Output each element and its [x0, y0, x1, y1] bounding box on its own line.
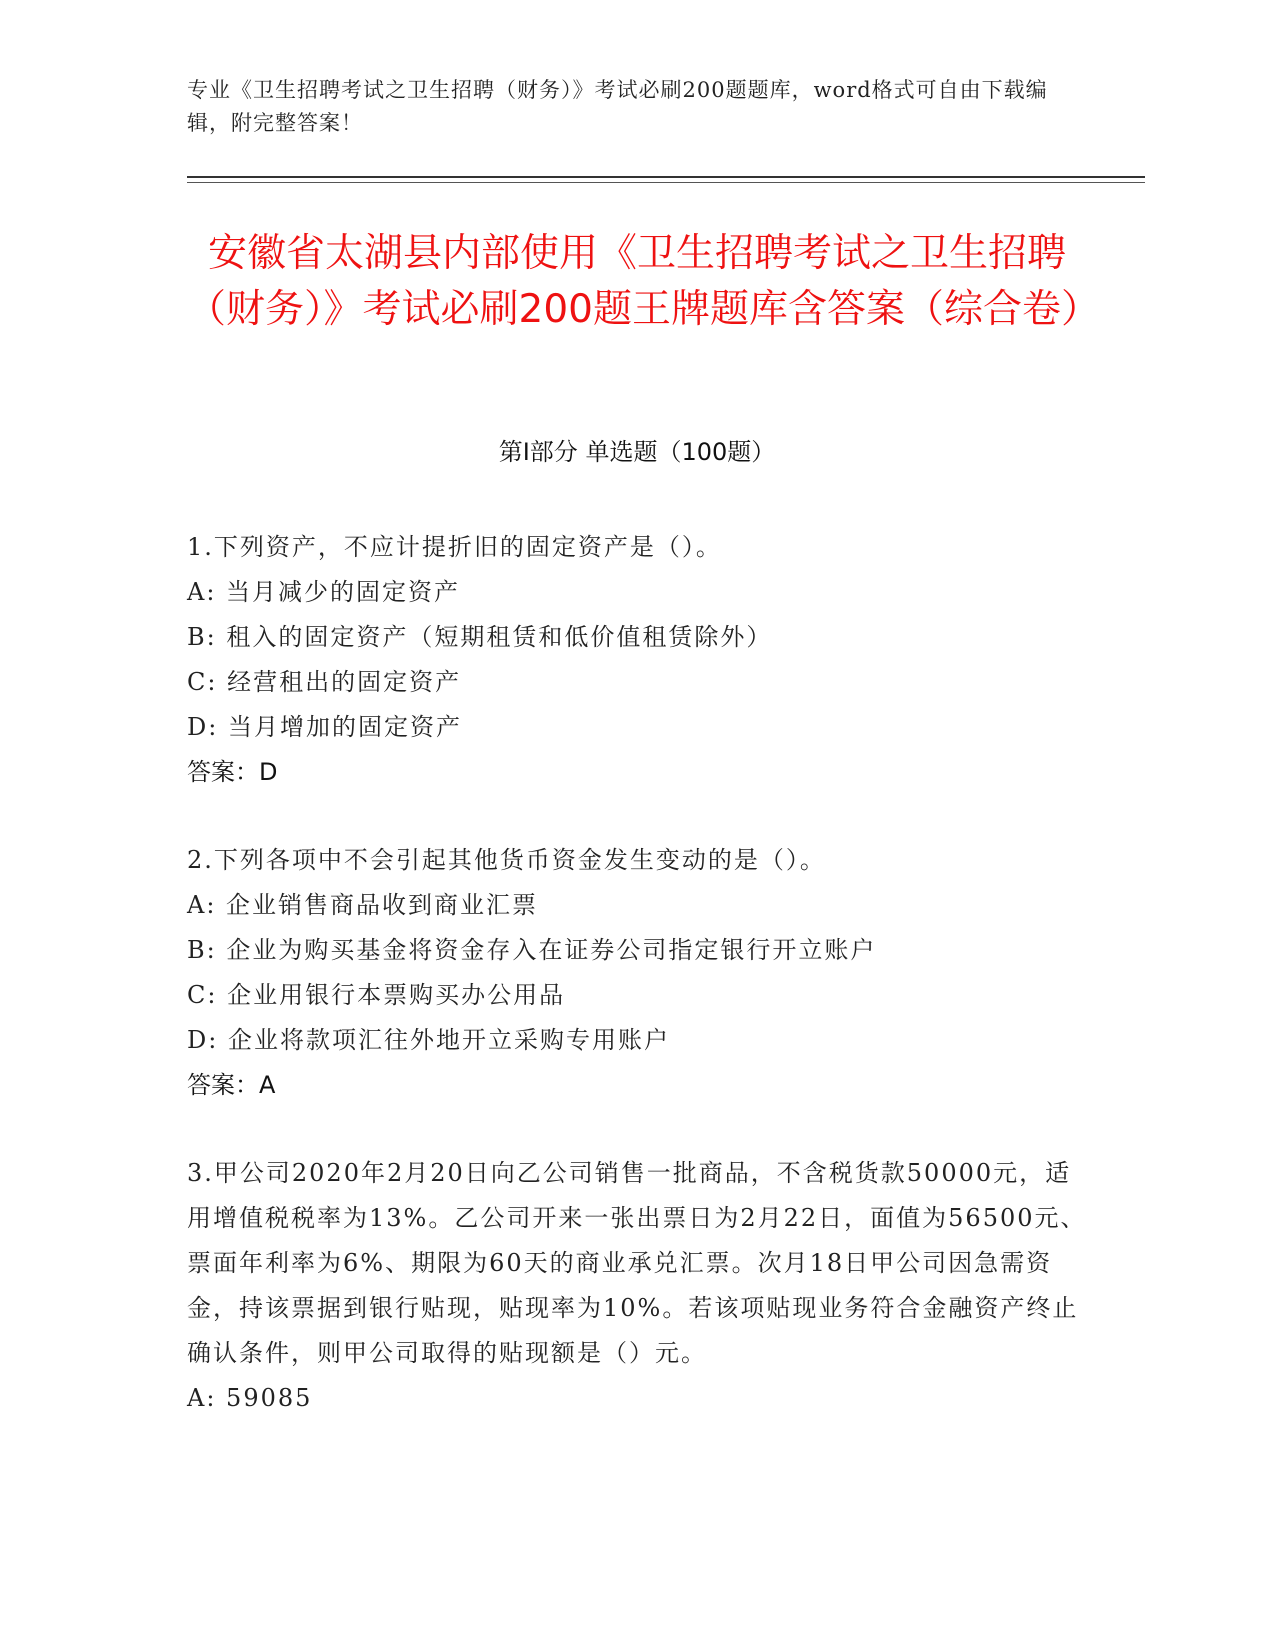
option-a: A: 企业销售商品收到商业汇票 — [187, 891, 539, 919]
option-c: C: 经营租出的固定资产 — [187, 668, 462, 696]
question-2 — [187, 838, 1087, 1108]
option-a: A: 当月减少的固定资产 — [187, 578, 461, 606]
question-stem: 2.下列各项中不会引起其他货币资金发生变动的是（）。 — [187, 846, 826, 874]
question-stem: 1.下列资产，不应计提折旧的固定资产是（）。 — [187, 533, 722, 561]
question-stem: 3.甲公司2020年2月20日向乙公司销售一批商品，不含税货款50000元，适用增值税税率为13%。乙公司开来一张出票日为2月22日，面值为56500元、票面年利率为6%、期限为60天的商业承兑汇票。次月18日甲公司因急需资金，持该票据到银行贴现，贴现率为10%。若该项贴现业务符合金融资产终止确认条件，则甲公司取得的贴现额是（）元。 — [187, 1159, 1087, 1367]
question-1 — [187, 525, 1087, 795]
header-note: 专业《卫生招聘考试之卫生招聘（财务）》考试必刷200题题库，word格式可自由下载编辑，附完整答案！ — [187, 78, 1048, 135]
option-a: A: 59085 — [187, 1384, 313, 1412]
answer-line: 答案：D — [187, 758, 278, 786]
option-c: C: 企业用银行本票购买办公用品 — [187, 981, 566, 1009]
header-divider — [187, 176, 1145, 178]
header-divider-thin — [187, 182, 1145, 183]
section-heading: 第I部分 单选题（100题） — [498, 438, 776, 466]
question-list — [187, 525, 1087, 1464]
option-d: D: 企业将款项汇往外地开立采购专用账户 — [187, 1026, 670, 1054]
option-b: B: 租入的固定资产（短期租赁和低价值租赁除外） — [187, 623, 773, 651]
question-3 — [187, 1151, 1087, 1421]
document-title: 安徽省太湖县内部使用《卫生招聘考试之卫生招聘（财务）》考试必刷200题王牌题库含答案（综合卷） — [187, 231, 1100, 332]
option-d: D: 当月增加的固定资产 — [187, 713, 462, 741]
option-b: B: 企业为购买基金将资金存入在证券公司指定银行开立账户 — [187, 936, 877, 964]
answer-line: 答案：A — [187, 1071, 276, 1099]
